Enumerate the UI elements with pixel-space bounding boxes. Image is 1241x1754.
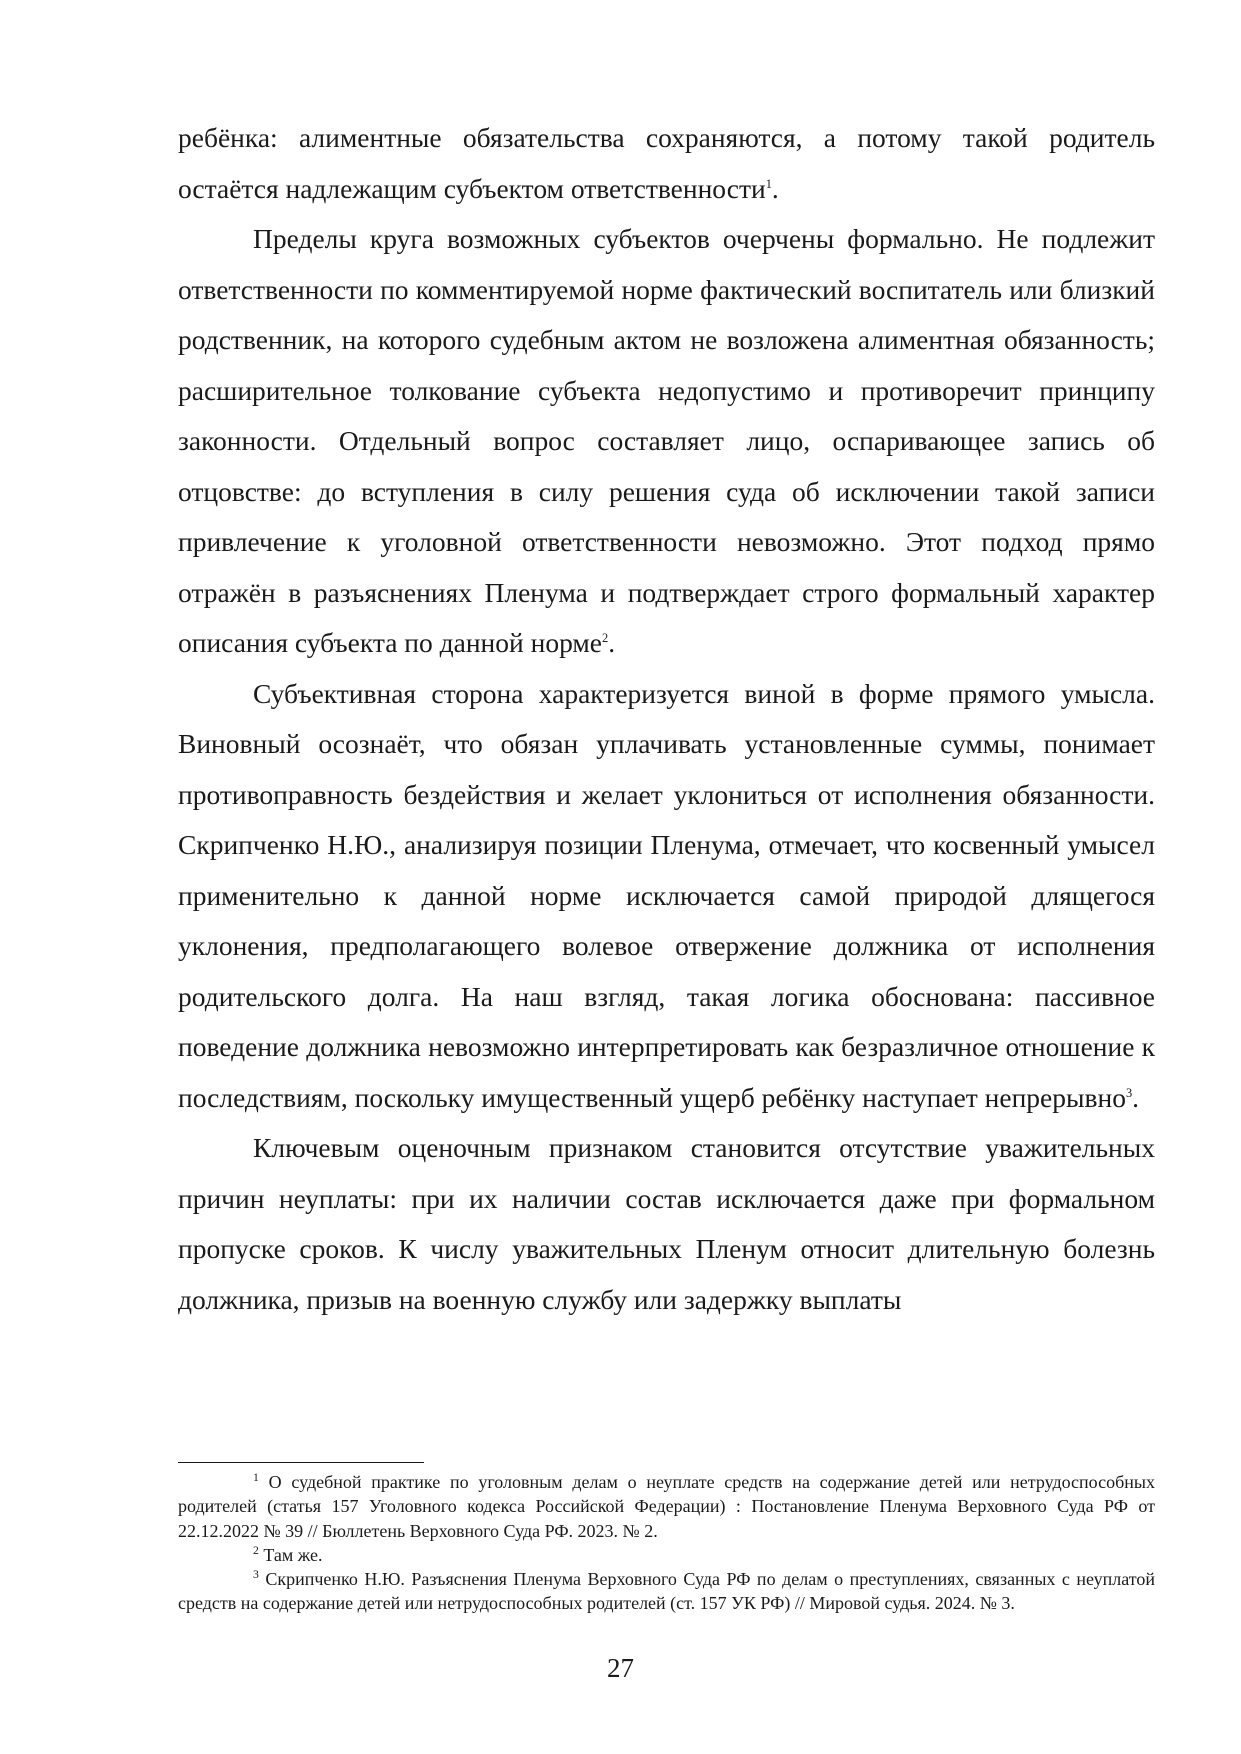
footnotes	[178, 1470, 1155, 1616]
main-text	[178, 113, 1155, 1325]
footnote-1: $^1$ О судебной практике по уголовным делам о неуплате средств на содержание детей или нетрудоспособных родителей (статья 157 Уголовного кодекса Российской Федерации) : Постановление Пленума Верховного Суда РФ от 22.12.2022 № 39 // Бюллетень Верховного Суда РФ. 2023. № 2.	[178, 1471, 1155, 1541]
footnote-number-1: 1	[253, 1471, 259, 1484]
page-number: 27	[607, 1653, 634, 1683]
paragraph-4: Ключевым оценочным признаком становится отсутствие уважительных причин неуплаты: при их наличии состав исключается даже при формальном пропуске сроков. К числу уважительных Пленум относит длительную болезнь должника, призыв на военную службу или задержку выплаты	[178, 1132, 1155, 1315]
footnote-2: $^2$ Там же.	[253, 1543, 323, 1565]
footnote-ref-2[interactable]: 2	[602, 630, 609, 645]
paragraph-3: Субъективная сторона характеризуется виной в форме прямого умысла. Виновный осознаёт, что обязан уплачивать установленные суммы, понимает противоправность бездействия и желает уклониться от исполнения обязанности. Скрипченко Н.Ю., анализируя позиции Пленума, отмечает, что косвенный умысел применительно к данной норме исключается самой природой длящегося уклонения, предполагающего волевое отвержение должника от исполнения родительского долга. На наш взгляд, такая логика обоснована: пассивное поведение должника невозможно интерпретировать как безразличное отношение к последствиям, поскольку имущественный ущерб ребёнку наступает непрерывно$^3$.	[178, 677, 1155, 1113]
footnote-ref-3[interactable]: 3	[1125, 1085, 1133, 1100]
footnote-ref-1[interactable]: 1	[765, 176, 772, 191]
paragraph-2: Пределы круга возможных субъектов очерчены формально. Не подлежит ответственности по комментируемой норме фактический воспитатель или близкий родственник, на которого судебным актом не возложена алиментная обязанность; расширительное толкование субъекта недопустимо и противоречит принципу законности. Отдельный вопрос составляет лицо, оспаривающее запись об отцовстве: до вступления в силу решения суда об исключении такой записи привлечение к уголовной ответственности невозможно. Этот подход прямо отражён в разъяснениях Пленума и подтверждает строго формальный характер описания субъекта по данной норме$^2$.	[178, 223, 1155, 658]
footnote-number-2: 2	[253, 1543, 259, 1557]
footnote-number-3: 3	[253, 1568, 259, 1582]
footnote-separator	[178, 1462, 424, 1463]
paragraph-1: ребёнка: алиментные обязательства сохраняются, а потому такой родитель остаётся надлежащим субъектом ответственности$^1$.	[178, 122, 1155, 204]
footnote-3: $^3$ Скрипченко Н.Ю. Разъяснения Пленума Верховного Суда РФ по делам о преступлениях, связанных с неуплатой средств на содержание детей или нетрудоспособных родителей (ст. 157 УК РФ) // Мировой судья. 2024. № 3.	[178, 1568, 1155, 1614]
